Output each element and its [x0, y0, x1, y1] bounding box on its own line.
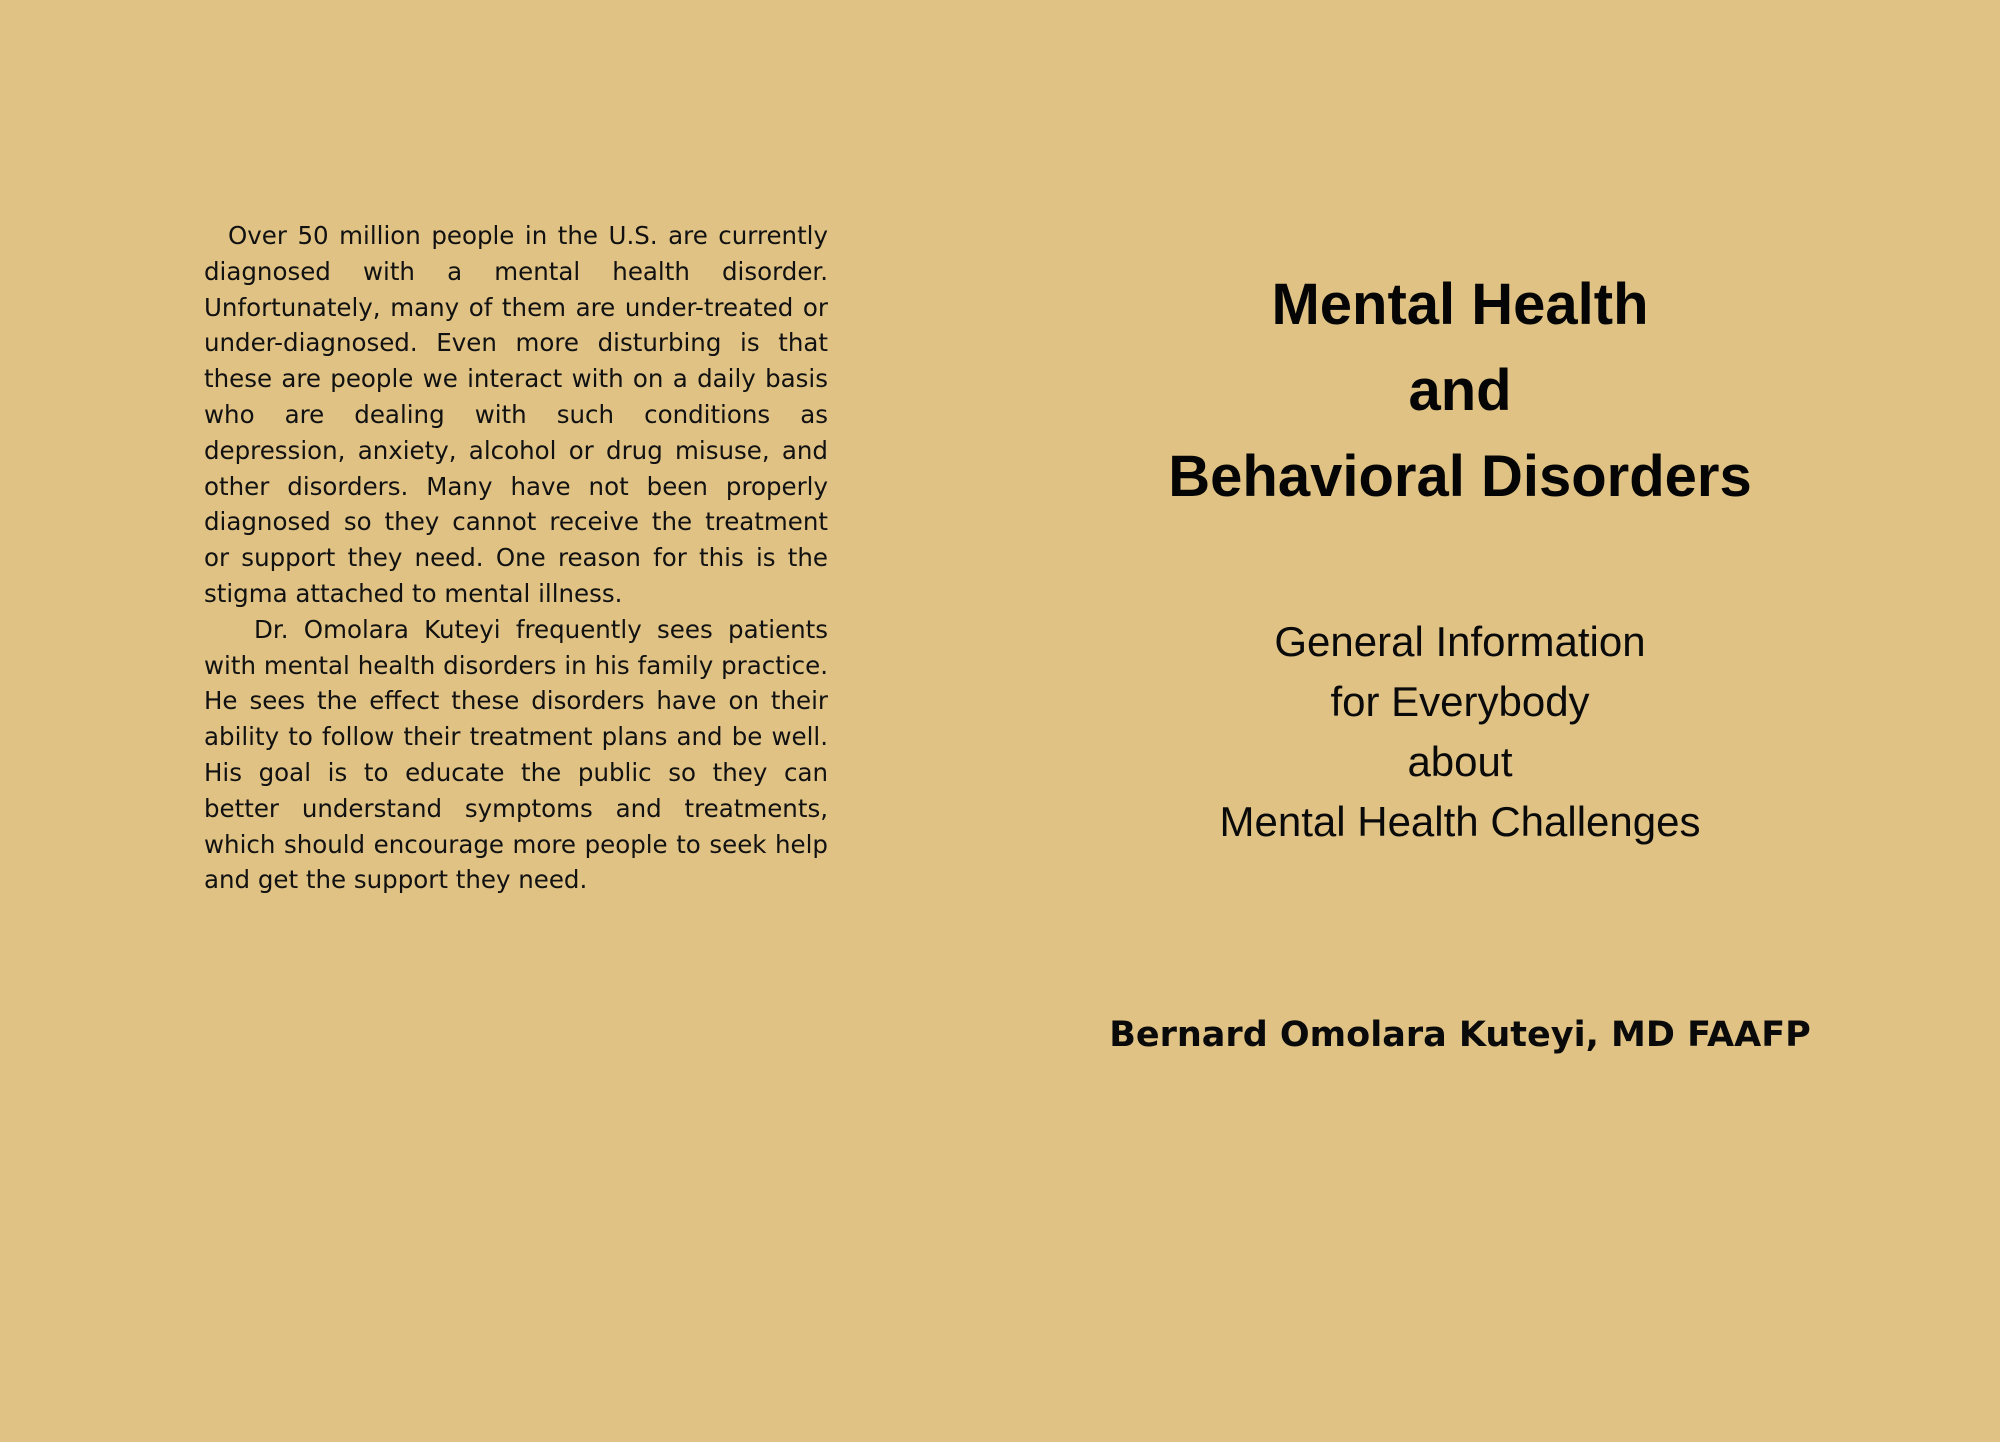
subtitle-line-4: Mental Health Challenges: [1219, 798, 1701, 845]
title-line-3: Behavioral Disorders: [1168, 444, 1752, 509]
subtitle-line-1: General Information: [1274, 618, 1646, 665]
back-cover-blurb: [204, 218, 828, 898]
blurb-paragraph-2: Dr. Omolara Kuteyi frequently sees patients with mental health disorders in his family practice. He sees the effect these disorders have on their ability to follow their treatment plans and be well. His goal is to educate the public so they can better understand symptoms and treatments, which should encourage more people to seek help and get the support they need.: [204, 614, 828, 895]
author-name: Bernard Omolara Kuteyi, MD FAAFP: [1109, 1015, 1811, 1055]
subtitle-line-2: for Everybody: [1330, 678, 1590, 725]
subtitle-line-3: about: [1407, 738, 1513, 785]
blurb-paragraph-1: Over 50 million people in the U.S. are currently diagnosed with a mental health disorder. Unfortunately, many of them are under-treated or under-diagnosed. Even more disturbing is that these are people we interact with on a daily basis who are dealing with such conditions as depression, anxiety, alcohol or drug misuse, and other disorders. Many have not been properly diagnosed so they cannot receive the treatment or support they need. One reason for this is the stigma attached to mental illness.: [204, 221, 828, 608]
title-line-1: Mental Health: [1271, 272, 1649, 337]
book-title: [1060, 262, 1860, 520]
book-subtitle: [1060, 612, 1860, 852]
title-line-2: and: [1408, 358, 1512, 423]
